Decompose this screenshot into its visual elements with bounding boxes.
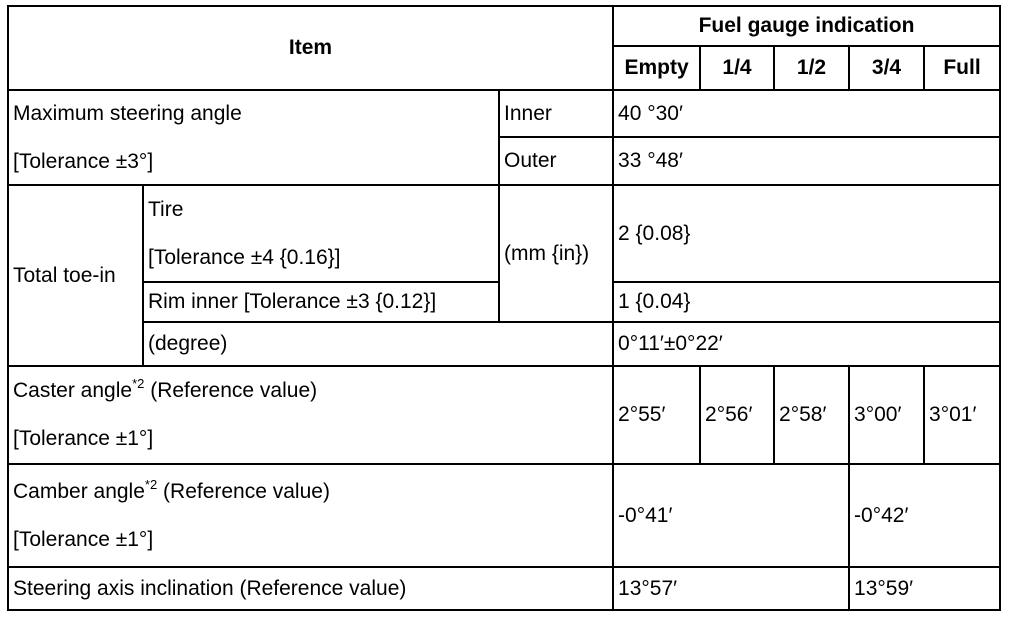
tire-label <box>143 185 499 282</box>
camber-label <box>8 464 613 567</box>
level-half: 1/2 <box>774 46 849 90</box>
steering-axis-value-low: 13°57′ <box>613 567 849 610</box>
degree-value: 0°11′±0°22′ <box>613 322 1000 366</box>
rim-label: Rim inner [Tolerance ±3 {0.12}] <box>143 282 499 322</box>
caster-value-three-quarter: 3°00′ <box>849 366 924 464</box>
outer-value: 33 °48′ <box>613 137 1000 185</box>
camber-tolerance: [Tolerance ±1°] <box>13 527 154 551</box>
steering-axis-label: Steering axis inclination (Reference value) <box>8 567 613 610</box>
tire-value: 2 {0.08} <box>613 185 1000 282</box>
inner-label: Inner <box>499 90 613 137</box>
level-full: Full <box>924 46 1000 90</box>
max-steering-tolerance: [Tolerance ±3°] <box>13 149 154 173</box>
camber-value-low: -0°41′ <box>613 464 849 567</box>
toe-in-unit: (mm {in}) <box>499 185 613 322</box>
item-header: Item <box>8 6 613 90</box>
level-empty: Empty <box>613 46 700 90</box>
level-quarter: 1/4 <box>700 46 774 90</box>
camber-footnote: *2 <box>144 476 158 492</box>
caster-footnote: *2 <box>132 376 145 391</box>
level-three-quarter: 3/4 <box>849 46 924 90</box>
outer-label: Outer <box>499 137 613 185</box>
caster-value-empty: 2°55′ <box>613 366 700 464</box>
caster-reference: (Reference value) <box>144 379 318 402</box>
inner-value: 40 °30′ <box>613 90 1000 137</box>
camber-value-high: -0°42′ <box>849 464 1000 567</box>
tire-tolerance: [Tolerance ±4 {0.16}] <box>148 245 341 269</box>
rim-value: 1 {0.04} <box>613 282 1000 322</box>
caster-label <box>8 366 613 464</box>
caster-tolerance: [Tolerance ±1°] <box>13 427 154 450</box>
caster-value-half: 2°58′ <box>774 366 849 464</box>
degree-label: (degree) <box>143 322 613 366</box>
fuel-gauge-header: Fuel gauge indication <box>613 6 1000 46</box>
caster-title: Caster angle <box>13 379 133 402</box>
max-steering-title: Maximum steering angle <box>13 101 242 125</box>
steering-axis-value-high: 13°59′ <box>849 567 1000 610</box>
caster-value-full: 3°01′ <box>924 366 1000 464</box>
camber-title: Camber angle <box>13 479 145 503</box>
caster-value-quarter: 2°56′ <box>700 366 774 464</box>
tire-title: Tire <box>148 197 184 221</box>
max-steering-label <box>8 90 499 185</box>
camber-reference: (Reference value) <box>157 479 330 503</box>
alignment-spec-table <box>7 5 1001 611</box>
toe-in-label: Total toe-in <box>8 185 143 366</box>
